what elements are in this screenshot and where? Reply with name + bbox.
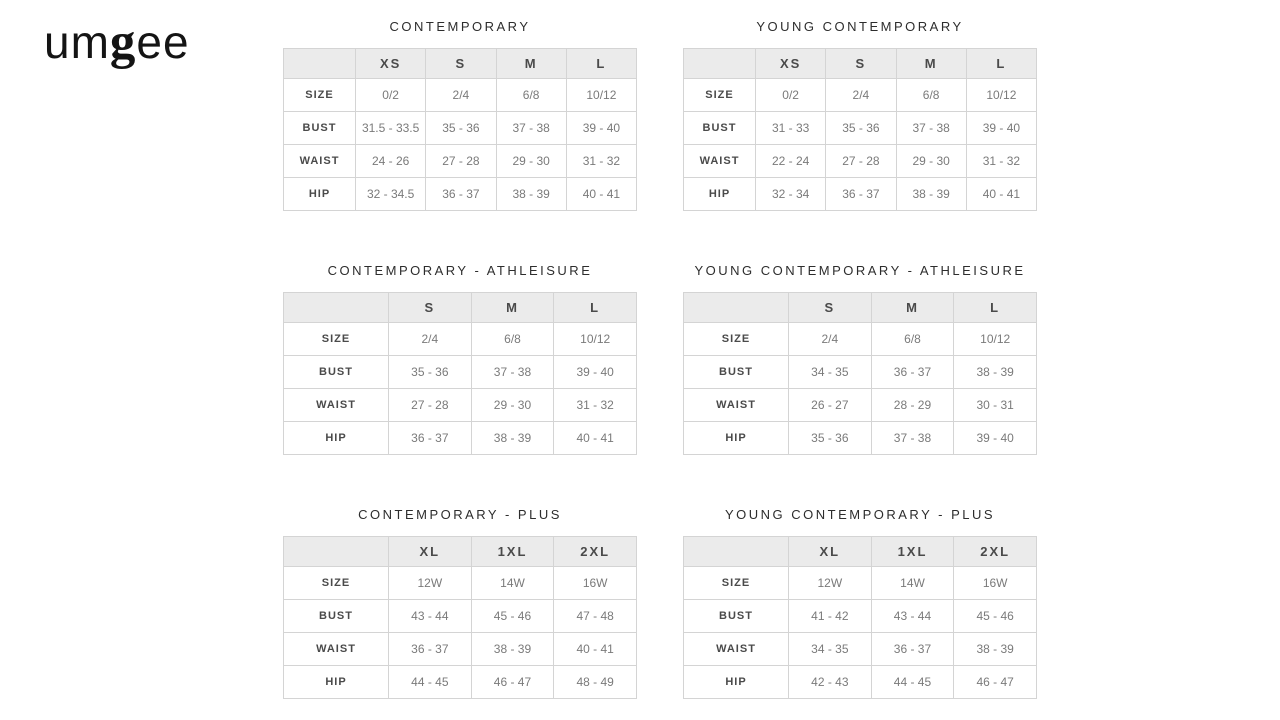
- table-row: [684, 633, 1037, 666]
- size-cell: 24 - 26: [356, 145, 426, 178]
- size-cell: 46 - 47: [954, 666, 1037, 699]
- column-header: L: [554, 293, 637, 323]
- size-cell: 35 - 36: [789, 422, 872, 455]
- size-cell: 38 - 39: [471, 633, 554, 666]
- table-row: [684, 389, 1037, 422]
- size-table-young-contemporary-plus: [683, 536, 1037, 699]
- row-label: HIP: [284, 178, 356, 211]
- size-cell: 36 - 37: [871, 633, 954, 666]
- size-cell: 36 - 37: [389, 422, 472, 455]
- size-cell: 37 - 38: [871, 422, 954, 455]
- size-cell: 0/2: [356, 79, 426, 112]
- row-label: WAIST: [684, 389, 789, 422]
- size-cell: 31 - 32: [966, 145, 1036, 178]
- column-header: L: [966, 49, 1036, 79]
- table-row: [284, 389, 637, 422]
- column-header: S: [389, 293, 472, 323]
- table-row: [684, 178, 1037, 211]
- size-cell: 46 - 47: [471, 666, 554, 699]
- size-cell: 31 - 33: [756, 112, 826, 145]
- size-cell: 0/2: [756, 79, 826, 112]
- table-title-contemporary: CONTEMPORARY: [389, 19, 531, 34]
- size-table-header-row: [284, 293, 637, 323]
- row-label: WAIST: [684, 633, 789, 666]
- size-cell: 36 - 37: [389, 633, 472, 666]
- row-label: HIP: [684, 666, 789, 699]
- size-cell: 37 - 38: [496, 112, 566, 145]
- table-row: [684, 79, 1037, 112]
- size-cell: 31 - 32: [566, 145, 636, 178]
- column-header: M: [896, 49, 966, 79]
- table-row: [284, 600, 637, 633]
- size-cell: 6/8: [496, 79, 566, 112]
- size-cell: 38 - 39: [954, 633, 1037, 666]
- size-cell: 40 - 41: [566, 178, 636, 211]
- table-row: [684, 600, 1037, 633]
- size-cell: 35 - 36: [426, 112, 496, 145]
- size-cell: 26 - 27: [789, 389, 872, 422]
- size-table-header-row: [684, 49, 1037, 79]
- size-cell: 42 - 43: [789, 666, 872, 699]
- size-cell: 29 - 30: [496, 145, 566, 178]
- size-cell: 41 - 42: [789, 600, 872, 633]
- table-row: [284, 145, 637, 178]
- size-cell: 45 - 46: [471, 600, 554, 633]
- size-cell: 39 - 40: [554, 356, 637, 389]
- column-header: M: [496, 49, 566, 79]
- size-cell: 30 - 31: [954, 389, 1037, 422]
- table-row: [684, 323, 1037, 356]
- column-header: XS: [356, 49, 426, 79]
- logo-part-g: g: [109, 14, 137, 70]
- corner-cell: [284, 49, 356, 79]
- row-label: SIZE: [284, 567, 389, 600]
- size-cell: 40 - 41: [966, 178, 1036, 211]
- brand-logo: [44, 14, 190, 70]
- row-label: WAIST: [284, 389, 389, 422]
- size-cell: 34 - 35: [789, 633, 872, 666]
- table-row: [684, 145, 1037, 178]
- size-cell: 31.5 - 33.5: [356, 112, 426, 145]
- row-label: BUST: [684, 112, 756, 145]
- column-header: 1XL: [871, 537, 954, 567]
- table-row: [284, 666, 637, 699]
- size-cell: 27 - 28: [426, 145, 496, 178]
- column-header: 2XL: [954, 537, 1037, 567]
- table-row: [284, 112, 637, 145]
- section-young-contemporary-plus: [683, 506, 1037, 699]
- size-cell: 36 - 37: [426, 178, 496, 211]
- size-table-header-row: [684, 293, 1037, 323]
- size-cell: 28 - 29: [871, 389, 954, 422]
- corner-cell: [684, 49, 756, 79]
- row-label: WAIST: [284, 633, 389, 666]
- size-cell: 32 - 34: [756, 178, 826, 211]
- column-header: L: [954, 293, 1037, 323]
- row-label: HIP: [284, 666, 389, 699]
- size-cell: 6/8: [471, 323, 554, 356]
- size-table-contemporary-plus: [283, 536, 637, 699]
- size-cell: 43 - 44: [389, 600, 472, 633]
- row-label: HIP: [284, 422, 389, 455]
- size-cell: 10/12: [966, 79, 1036, 112]
- corner-cell: [284, 293, 389, 323]
- section-young-contemporary-athleisure: [683, 262, 1037, 455]
- column-header: L: [566, 49, 636, 79]
- table-row: [284, 79, 637, 112]
- size-cell: 14W: [471, 567, 554, 600]
- corner-cell: [684, 293, 789, 323]
- size-table-header-row: [284, 49, 637, 79]
- row-label: SIZE: [284, 79, 356, 112]
- column-header: M: [471, 293, 554, 323]
- table-row: [684, 666, 1037, 699]
- section-contemporary-plus: [283, 506, 637, 699]
- column-header: S: [789, 293, 872, 323]
- size-table-contemporary-athleisure: [283, 292, 637, 455]
- size-cell: 32 - 34.5: [356, 178, 426, 211]
- table-row: [284, 323, 637, 356]
- table-row: [684, 112, 1037, 145]
- size-table-header-row: [284, 537, 637, 567]
- size-cell: 37 - 38: [896, 112, 966, 145]
- section-young-contemporary: [683, 18, 1037, 211]
- section-contemporary: [283, 18, 637, 211]
- row-label: BUST: [684, 600, 789, 633]
- size-cell: 36 - 37: [826, 178, 896, 211]
- size-cell: 40 - 41: [554, 633, 637, 666]
- size-cell: 22 - 24: [756, 145, 826, 178]
- size-cell: 34 - 35: [789, 356, 872, 389]
- table-row: [684, 567, 1037, 600]
- size-cell: 48 - 49: [554, 666, 637, 699]
- column-header: S: [426, 49, 496, 79]
- size-cell: 38 - 39: [954, 356, 1037, 389]
- size-cell: 10/12: [566, 79, 636, 112]
- column-header: XS: [756, 49, 826, 79]
- size-cell: 45 - 46: [954, 600, 1037, 633]
- size-cell: 39 - 40: [954, 422, 1037, 455]
- corner-cell: [284, 537, 389, 567]
- table-title-young-contemporary-athleisure: YOUNG CONTEMPORARY - ATHLEISURE: [694, 263, 1026, 278]
- column-header: 1XL: [471, 537, 554, 567]
- size-cell: 35 - 36: [826, 112, 896, 145]
- size-cell: 10/12: [954, 323, 1037, 356]
- size-cell: 12W: [389, 567, 472, 600]
- size-cell: 40 - 41: [554, 422, 637, 455]
- size-cell: 44 - 45: [389, 666, 472, 699]
- section-contemporary-athleisure: [283, 262, 637, 455]
- size-cell: 12W: [789, 567, 872, 600]
- column-header: XL: [389, 537, 472, 567]
- table-row: [284, 567, 637, 600]
- size-table-header-row: [684, 537, 1037, 567]
- size-cell: 2/4: [389, 323, 472, 356]
- size-cell: 6/8: [871, 323, 954, 356]
- table-row: [284, 356, 637, 389]
- row-label: WAIST: [684, 145, 756, 178]
- size-cell: 39 - 40: [566, 112, 636, 145]
- size-cell: 14W: [871, 567, 954, 600]
- size-cell: 35 - 36: [389, 356, 472, 389]
- row-label: BUST: [284, 600, 389, 633]
- size-cell: 27 - 28: [826, 145, 896, 178]
- size-table-young-contemporary: [683, 48, 1037, 211]
- size-cell: 2/4: [426, 79, 496, 112]
- row-label: BUST: [284, 112, 356, 145]
- column-header: 2XL: [554, 537, 637, 567]
- size-table-contemporary: [283, 48, 637, 211]
- row-label: HIP: [684, 178, 756, 211]
- size-cell: 10/12: [554, 323, 637, 356]
- column-header: M: [871, 293, 954, 323]
- size-cell: 2/4: [789, 323, 872, 356]
- size-cell: 38 - 39: [471, 422, 554, 455]
- row-label: SIZE: [684, 79, 756, 112]
- size-cell: 38 - 39: [496, 178, 566, 211]
- logo-part-um: um: [44, 16, 110, 68]
- table-row: [284, 422, 637, 455]
- size-cell: 38 - 39: [896, 178, 966, 211]
- table-title-young-contemporary: YOUNG CONTEMPORARY: [756, 19, 964, 34]
- table-title-young-contemporary-plus: YOUNG CONTEMPORARY - PLUS: [724, 507, 996, 522]
- size-cell: 44 - 45: [871, 666, 954, 699]
- size-table-young-contemporary-athleisure: [683, 292, 1037, 455]
- corner-cell: [684, 537, 789, 567]
- logo-part-ee: ee: [136, 16, 190, 68]
- row-label: BUST: [284, 356, 389, 389]
- table-row: [284, 633, 637, 666]
- size-cell: 16W: [554, 567, 637, 600]
- row-label: WAIST: [284, 145, 356, 178]
- row-label: SIZE: [684, 567, 789, 600]
- table-row: [284, 178, 637, 211]
- table-title-contemporary-athleisure: CONTEMPORARY - ATHLEISURE: [327, 263, 593, 278]
- row-label: BUST: [684, 356, 789, 389]
- table-row: [684, 422, 1037, 455]
- table-row: [684, 356, 1037, 389]
- size-cell: 47 - 48: [554, 600, 637, 633]
- size-cell: 27 - 28: [389, 389, 472, 422]
- row-label: SIZE: [684, 323, 789, 356]
- size-cell: 16W: [954, 567, 1037, 600]
- size-cell: 29 - 30: [471, 389, 554, 422]
- size-cell: 43 - 44: [871, 600, 954, 633]
- column-header: XL: [789, 537, 872, 567]
- size-cell: 36 - 37: [871, 356, 954, 389]
- table-title-contemporary-plus: CONTEMPORARY - PLUS: [358, 507, 562, 522]
- size-cell: 31 - 32: [554, 389, 637, 422]
- size-cell: 2/4: [826, 79, 896, 112]
- size-cell: 6/8: [896, 79, 966, 112]
- row-label: HIP: [684, 422, 789, 455]
- column-header: S: [826, 49, 896, 79]
- size-cell: 39 - 40: [966, 112, 1036, 145]
- size-cell: 29 - 30: [896, 145, 966, 178]
- size-cell: 37 - 38: [471, 356, 554, 389]
- row-label: SIZE: [284, 323, 389, 356]
